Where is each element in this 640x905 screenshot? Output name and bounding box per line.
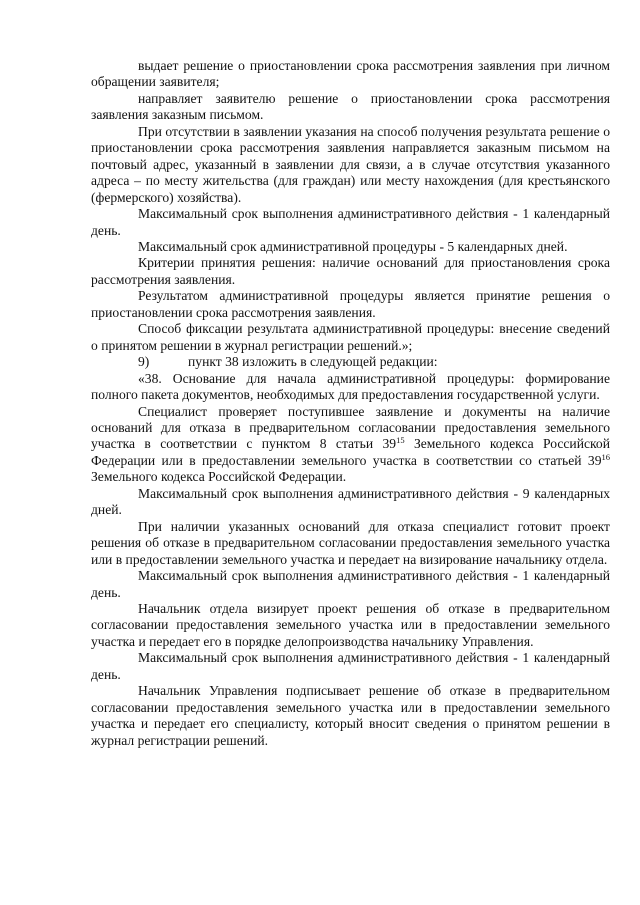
- text-part: Земельного кодекса Российской Федерации или в предоставлении земельного участка в соответствии со статьей 39: [91, 436, 610, 468]
- paragraph-max-action-term-1b: Максимальный срок выполнения административного действия - 1 календарный день.: [91, 650, 610, 682]
- superscript: 16: [601, 451, 610, 462]
- paragraph-director-signs: Начальник Управления подписывает решение об отказе в предварительном согласовании предоставления земельного участка или в предоставлении земельного участка и передает его специалисту, который вносит сведения о принятом решении в журнал регистрации решений.: [91, 683, 610, 748]
- paragraph-clause-38: «38. Основание для начала административной процедуры: формирование полного пакета документов, необходимых для предоставления государственной услуги.: [91, 370, 610, 403]
- paragraph-head-approves: Начальник отдела визирует проект решения об отказе в предварительном согласовании предоставления земельного участка или в предоставлении земельного участка и передает его в порядке делопроизводства начальнику Управления.: [91, 600, 610, 649]
- paragraph-specialist-check: [91, 404, 610, 486]
- paragraph-send-decision: направляет заявителю решение о приостановлении срока рассмотрения заявления заказным письмом.: [91, 90, 610, 123]
- text-part: Земельного кодекса Российской Федерации.: [91, 469, 347, 485]
- paragraph-max-procedure-term: Максимальный срок административной процедуры - 5 календарных дней.: [138, 238, 568, 254]
- paragraph-procedure-result: Результатом административной процедуры является принятие решения о приостановлении срока рассмотрения заявления.: [91, 288, 610, 320]
- paragraph-result-fixation: Способ фиксации результата административной процедуры: внесение сведений о принятом решении в журнал регистрации решений.»;: [91, 321, 610, 353]
- paragraph-issue-decision: выдает решение о приостановлении срока рассмотрения заявления при личном обращении заявителя;: [91, 58, 610, 90]
- superscript: 15: [396, 435, 405, 446]
- document-page: [91, 58, 610, 749]
- paragraph-decision-criteria: Критерии принятия решения: наличие оснований для приостановления срока рассмотрения заявления.: [91, 255, 610, 287]
- paragraph-item-9: [91, 354, 610, 370]
- paragraph-max-action-term: Максимальный срок выполнения административного действия - 1 календарный день.: [91, 206, 610, 238]
- text-part: Специалист проверяет поступившее заявление и документы на наличие оснований для отказа в предварительном согласовании предоставления земельного участка в соответствии с пунктом 8 статьи 39: [91, 403, 610, 452]
- paragraph-max-action-term-9: Максимальный срок выполнения административного действия - 9 календарных дней.: [91, 485, 610, 518]
- paragraph-max-action-term-1a: Максимальный срок выполнения административного действия - 1 календарный день.: [91, 568, 610, 600]
- item-text: пункт 38 изложить в следующей редакции:: [188, 354, 438, 370]
- item-number: 9): [138, 354, 150, 370]
- paragraph-delivery-method: При отсутствии в заявлении указания на способ получения результата решение о приостановлении срока рассмотрения заявления направляется заказным письмом на почтовый адрес, указанный в заявлении для связи, а в случае отсутствия указанного адреса – по месту жительства (для граждан) или месту нахождения (для крестьянского (фермерского) хозяйства).: [91, 123, 610, 205]
- paragraph-prepare-refusal: При наличии указанных оснований для отказа специалист готовит проект решения об отказе в предварительном согласовании предоставления земельного участка или в предоставлении земельного участка и передает на визирование начальнику отдела.: [91, 518, 610, 567]
